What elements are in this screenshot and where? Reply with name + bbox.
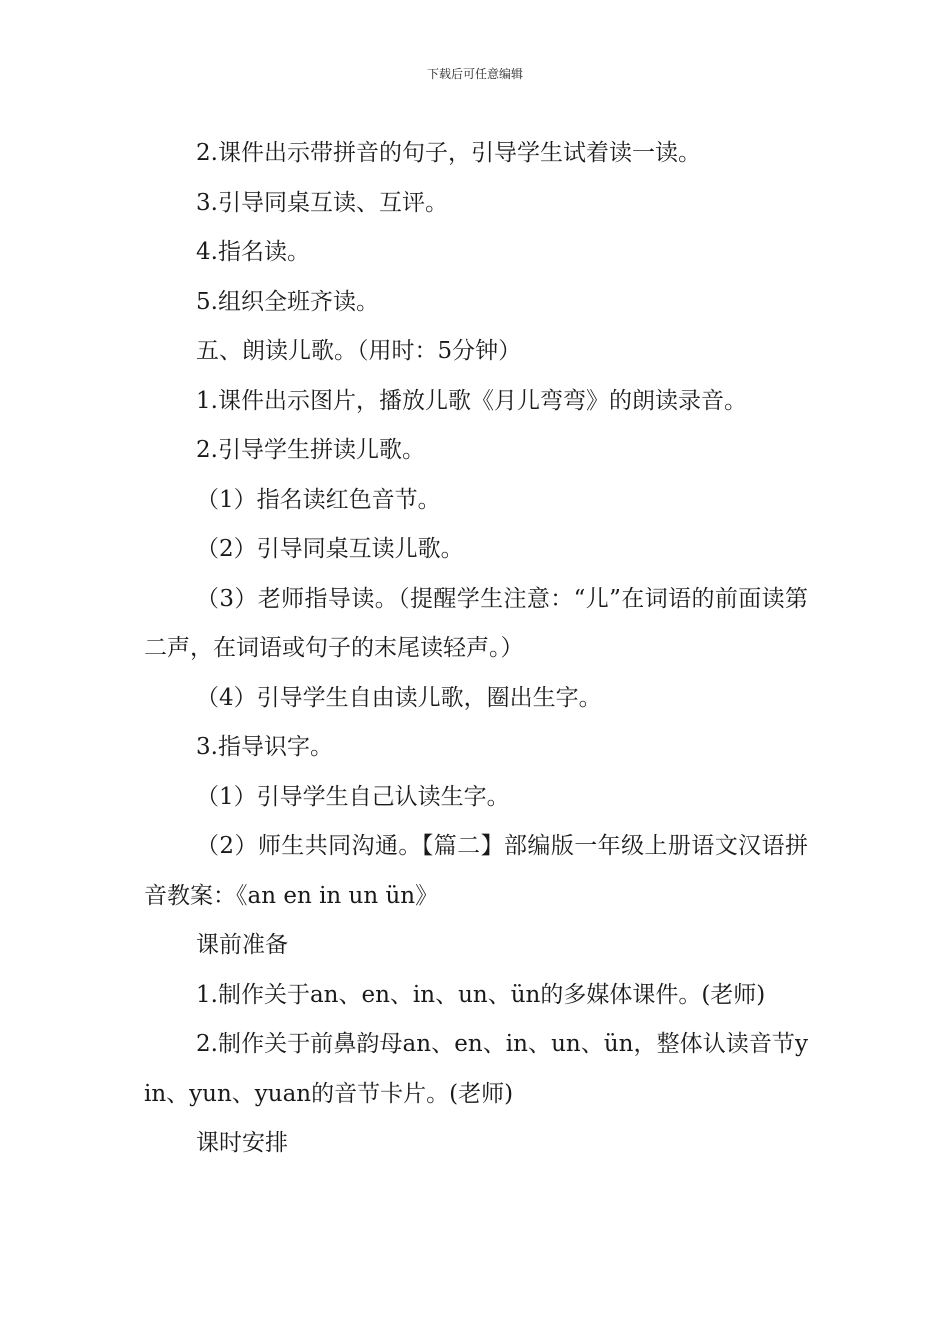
- paragraph: 3.指导识字。: [196, 734, 333, 760]
- paragraph: （4）引导学生自由读儿歌，圈出生字。: [196, 684, 602, 711]
- paragraph: （1）引导学生自己认读生字。: [196, 783, 510, 810]
- section-heading: 五、朗读儿歌。（用时：5分钟）: [196, 338, 522, 364]
- paragraph: （3）老师指导读。（提醒学生注意：“儿”在词语的前面读第二声，在词语或句子的末尾读轻声。）: [144, 585, 808, 661]
- paragraph: （2）师生共同沟通。【篇二】部编版一年级上册语文汉语拼音教案：《an en in un ün》: [144, 833, 808, 909]
- section-heading: 课时安排: [196, 1130, 288, 1156]
- section-heading: 课前准备: [196, 932, 288, 958]
- paragraph: （2）引导同桌互读儿歌。: [196, 536, 464, 562]
- paragraph: 3.引导同桌互读、互评。: [196, 189, 448, 216]
- paragraph: 5.组织全班齐读。: [196, 288, 379, 315]
- document-body: [144, 129, 808, 1169]
- page-header: 下载后可任意编辑: [426, 67, 523, 81]
- paragraph: 2.引导学生拼读儿歌。: [196, 437, 425, 463]
- paragraph: （1）指名读红色音节。: [196, 486, 441, 513]
- paragraph: 2.课件出示带拼音的句子，引导学生试着读一读。: [196, 140, 701, 166]
- paragraph: 1.制作关于an、en、in、un、ün的多媒体课件。(老师): [196, 981, 766, 1008]
- paragraph: 2.制作关于前鼻韵母an、en、in、un、ün，整体认读音节yin、yun、yuan的音节卡片。(老师): [144, 1031, 808, 1107]
- paragraph: 4.指名读。: [196, 239, 310, 265]
- paragraph: 1.课件出示图片，播放儿歌《月儿弯弯》的朗读录音。: [196, 387, 747, 414]
